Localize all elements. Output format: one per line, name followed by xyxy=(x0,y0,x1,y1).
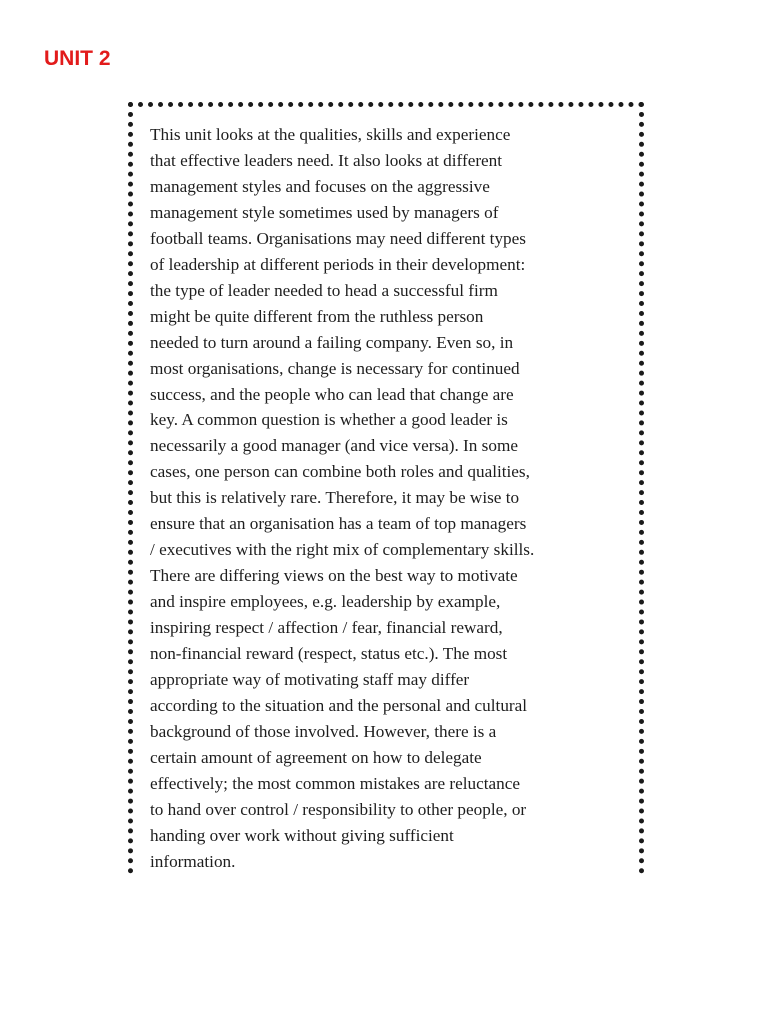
paragraph-line: might be quite different from the ruthless person xyxy=(150,306,484,326)
paragraph-line: management style sometimes used by managers of xyxy=(150,202,499,222)
paragraph-line: management styles and focuses on the aggressive xyxy=(150,176,490,196)
paragraph-line: to hand over control / responsibility to other people, or xyxy=(150,799,527,819)
paragraph-line: of leadership at different periods in their development: xyxy=(150,254,526,274)
paragraph-line: necessarily a good manager (and vice versa). In some xyxy=(150,436,518,456)
paragraph-line: handing over work without giving sufficient xyxy=(150,825,454,845)
paragraph-line: certain amount of agreement on how to delegate xyxy=(150,747,482,767)
paragraph-line: key. A common question is whether a good leader is xyxy=(150,410,508,430)
paragraph-line: most organisations, change is necessary for continued xyxy=(150,358,520,378)
paragraph-line: non-financial reward (respect, status etc.). The most xyxy=(150,644,508,664)
paragraph-line: inspiring respect / affection / fear, financial reward, xyxy=(150,618,503,638)
paragraph-line: information. xyxy=(150,851,236,871)
paragraph-line: This unit looks at the qualities, skills and experience xyxy=(150,125,511,144)
paragraph-line: appropriate way of motivating staff may differ xyxy=(150,670,470,690)
paragraph-line: effectively; the most common mistakes are reluctance xyxy=(150,773,521,793)
paragraph-line: the type of leader needed to head a successful firm xyxy=(150,280,498,300)
paragraph-line: success, and the people who can lead that change are xyxy=(150,384,514,404)
paragraph-line: cases, one person can combine both roles and qualities, xyxy=(150,462,530,482)
paragraph-line: and inspire employees, e.g. leadership by example, xyxy=(150,592,501,612)
paragraph-line: / executives with the right mix of complementary skills. xyxy=(150,540,535,560)
paragraph-line: according to the situation and the personal and cultural xyxy=(150,695,528,715)
paragraph-line: ensure that an organisation has a team of top managers xyxy=(150,514,527,534)
paragraph-line: but this is relatively rare. Therefore, it may be wise to xyxy=(150,488,520,508)
paragraph-line: background of those involved. However, there is a xyxy=(150,721,497,741)
paragraph-line: football teams. Organisations may need different types xyxy=(150,228,526,248)
unit-intro-paragraph xyxy=(150,122,628,875)
paragraph-line: needed to turn around a failing company. Even so, in xyxy=(150,332,514,352)
paragraph-line: that effective leaders need. It also looks at different xyxy=(150,150,503,170)
paragraph-line: There are differing views on the best way to motivate xyxy=(150,566,518,586)
unit-title: UNIT 2 xyxy=(44,47,111,70)
